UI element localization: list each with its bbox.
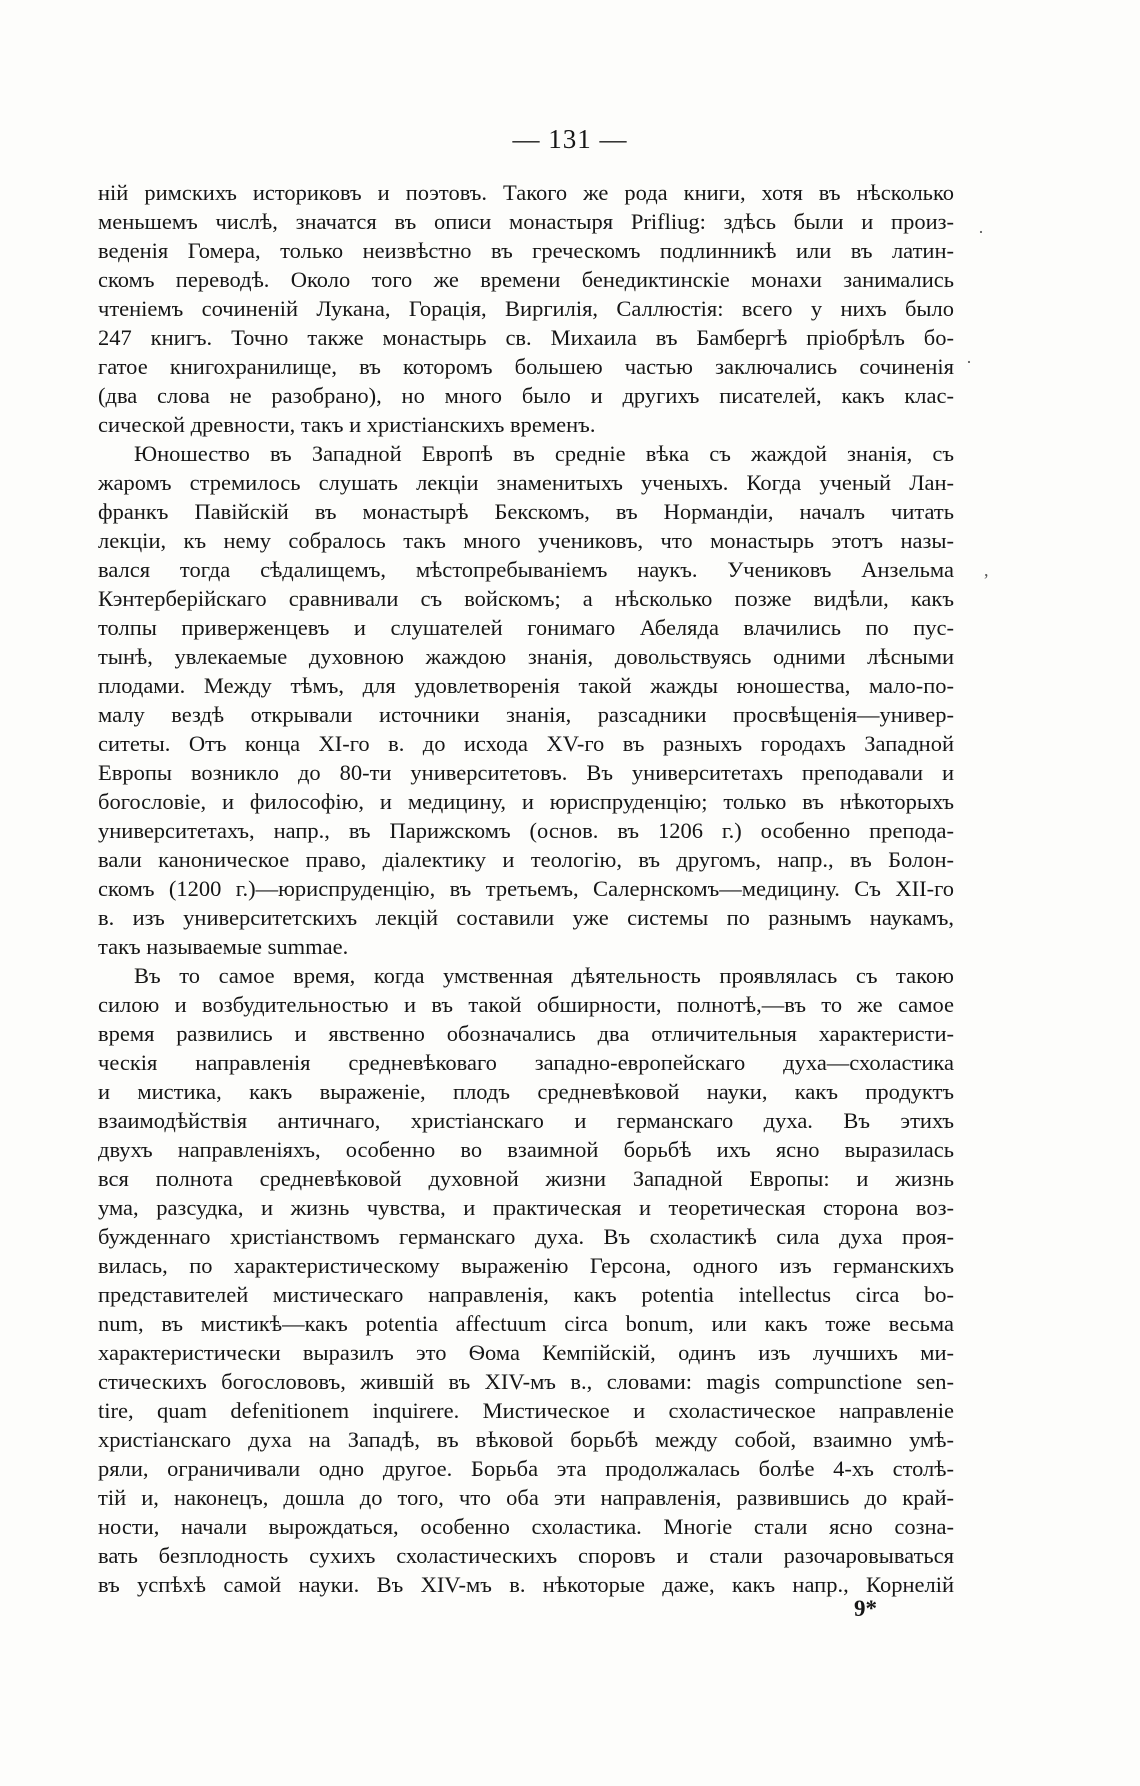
text-line: толпы приверженцевъ и слушателей гонимаго Абеляда влачились по пус- — [98, 615, 954, 640]
text-line: характеристически выразилъ это Ѳома Кемпійскій, одинъ изъ лучшихъ ми- — [98, 1340, 954, 1365]
body-text — [98, 178, 954, 1599]
text-line: num, въ мистикѣ—какъ potentia affectuum circa bonum, или какъ тоже весьма — [98, 1311, 954, 1336]
text-line: двухъ направленіяхъ, особенно во взаимной борьбѣ ихъ ясно выразилась — [98, 1137, 954, 1162]
text-line: плодами. Между тѣмъ, для удовлетворенія такой жажды юношества, мало-по- — [98, 673, 954, 698]
text-line: жаромъ стремилось слушать лекціи знаменитыхъ ученыхъ. Когда ученый Лан- — [98, 470, 954, 495]
text-line: гатое книгохранилище, въ которомъ большею частью заключались сочиненія — [98, 354, 954, 379]
text-line: ческія направленія средневѣковаго западно-европейскаго духа—схоластика — [98, 1050, 954, 1075]
text-line: ности, начали вырождаться, особенно схоластика. Многіе стали ясно сознa- — [98, 1514, 954, 1539]
text-line: франкъ Павійскій въ монастырѣ Бекскомъ, въ Нормандіи, началъ читать — [98, 499, 954, 524]
text-line: такъ называемые summae. — [98, 934, 349, 959]
text-line: вали каноническое право, діалектику и теологію, въ другомъ, напр., въ Болон- — [98, 847, 954, 872]
text-line: стическихъ богослововъ, жившій въ XIV-мъ в., словами: magis compunctione sen- — [98, 1369, 954, 1394]
text-line: богословіе, и философію, и медицину, и юриспруденцію; только въ нѣкоторыхъ — [98, 789, 954, 814]
text-line: ума, разсудка, и жизнь чувства, и практическая и теоретическая сторона воз- — [98, 1195, 954, 1220]
text-line: ряли, ограничивали одно другое. Борьба эта продолжалась болѣе 4-хъ столѣ- — [98, 1456, 954, 1481]
text-line: лекціи, къ нему собралось такъ много учениковъ, что монастырь этотъ назы- — [98, 528, 954, 553]
text-line: въ успѣхѣ самой науки. Въ XIV-мъ в. нѣкоторые даже, какъ напр., Корнелій — [98, 1572, 954, 1597]
text-line: ситеты. Отъ конца XI-го в. до исхода XV-го въ разныхъ городахъ Западной — [98, 731, 954, 756]
text-line: сической древности, такъ и христіанскихъ временъ. — [98, 412, 596, 437]
text-line: Юношество въ Западной Европѣ въ средніе вѣка съ жаждой знанія, съ — [134, 441, 954, 466]
text-line: скомъ переводѣ. Около того же времени бенедиктинскіе монахи занимались — [98, 267, 954, 292]
text-line: вся полнота средневѣковой духовной жизни Западной Европы: и жизнь — [98, 1166, 954, 1191]
text-line: вался тогда сѣдалищемъ, мѣстопребываніемъ наукъ. Учениковъ Анзельма — [98, 557, 954, 582]
text-line: представителей мистическаго направленія, какъ potentia intellectus circa bo- — [98, 1282, 954, 1307]
page-number: — 131 — — [512, 124, 628, 154]
text-line: веденія Гомера, только неизвѣстно въ греческомъ подлинникѣ или въ латин- — [98, 238, 954, 263]
text-line: тынѣ, увлекаемые духовною жаждою знанія, довольствуясь одними лѣсными — [98, 644, 954, 669]
text-line: малу вездѣ открывали источники знанія, разсадники просвѣщенія—универ- — [98, 702, 954, 727]
margin-dot: · — [966, 352, 972, 372]
text-line: Европы возникло до 80-ти университетовъ. Въ университетахъ преподавали и — [98, 760, 954, 785]
text-line: тій и, наконецъ, дошла до того, что оба эти направленія, развившись до край- — [98, 1485, 954, 1510]
text-line: вилась, по характеристическому выраженію Герсона, одного изъ германскихъ — [98, 1253, 954, 1278]
text-line: время развились и явственно обозначались два отличительныя характеристи- — [98, 1021, 954, 1046]
text-line: христіанскаго духа на Западѣ, въ вѣковой борьбѣ между собой, взаимно умѣ- — [98, 1427, 954, 1452]
text-line: университетахъ, напр., въ Парижскомъ (основ. въ 1206 г.) особенно препода- — [98, 818, 954, 843]
text-line: (два слова не разобрано), но много было и другихъ писателей, какъ клас- — [98, 383, 954, 408]
text-line: tire, quam defenitionem inquirere. Мистическое и схоластическое направленіе — [98, 1398, 954, 1423]
text-line: скомъ (1200 г.)—юриспруденцію, въ третьемъ, Салернскомъ—медицину. Съ XII-го — [98, 876, 954, 901]
text-line: в. изъ университетскихъ лекцій составили уже системы по разнымъ наукамъ, — [98, 905, 954, 930]
text-line: вать безплодность сухихъ схоластическихъ споровъ и стали разочаровываться — [98, 1543, 954, 1568]
margin-dot: · — [978, 222, 984, 242]
text-line: и мистика, какъ выраженіе, плодъ средневѣковой науки, какъ продуктъ — [98, 1079, 954, 1104]
margin-dot: , — [984, 560, 989, 580]
text-line: взаимодѣйствія античнаго, христіанскаго и германскаго духа. Въ этихъ — [98, 1108, 954, 1133]
text-line: 247 книгъ. Точно также монастырь св. Михаила въ Бамбергѣ пріобрѣлъ бо- — [98, 325, 954, 350]
text-line: Въ то самое время, когда умственная дѣятельность проявлялась съ такою — [134, 963, 954, 988]
text-line: чтеніемъ сочиненій Лукана, Горація, Виргилія, Саллюстія: всего у нихъ было — [98, 296, 954, 321]
signature-mark: 9* — [854, 1596, 877, 1621]
text-line: меньшемъ числѣ, значатся въ описи монастыря Prifliug: здѣсь были и произ- — [98, 209, 954, 234]
text-line: ній римскихъ историковъ и поэтовъ. Такого же рода книги, хотя въ нѣсколько — [98, 180, 954, 205]
text-line: Кэнтерберійскаго сравнивали съ войскомъ; а нѣсколько позже видѣли, какъ — [98, 586, 954, 611]
text-line: силою и возбудительностью и въ такой обширности, полнотѣ,—въ то же самое — [98, 992, 954, 1017]
text-line: бужденнаго христіанствомъ германскаго духа. Въ схоластикѣ сила духа проя- — [98, 1224, 954, 1249]
